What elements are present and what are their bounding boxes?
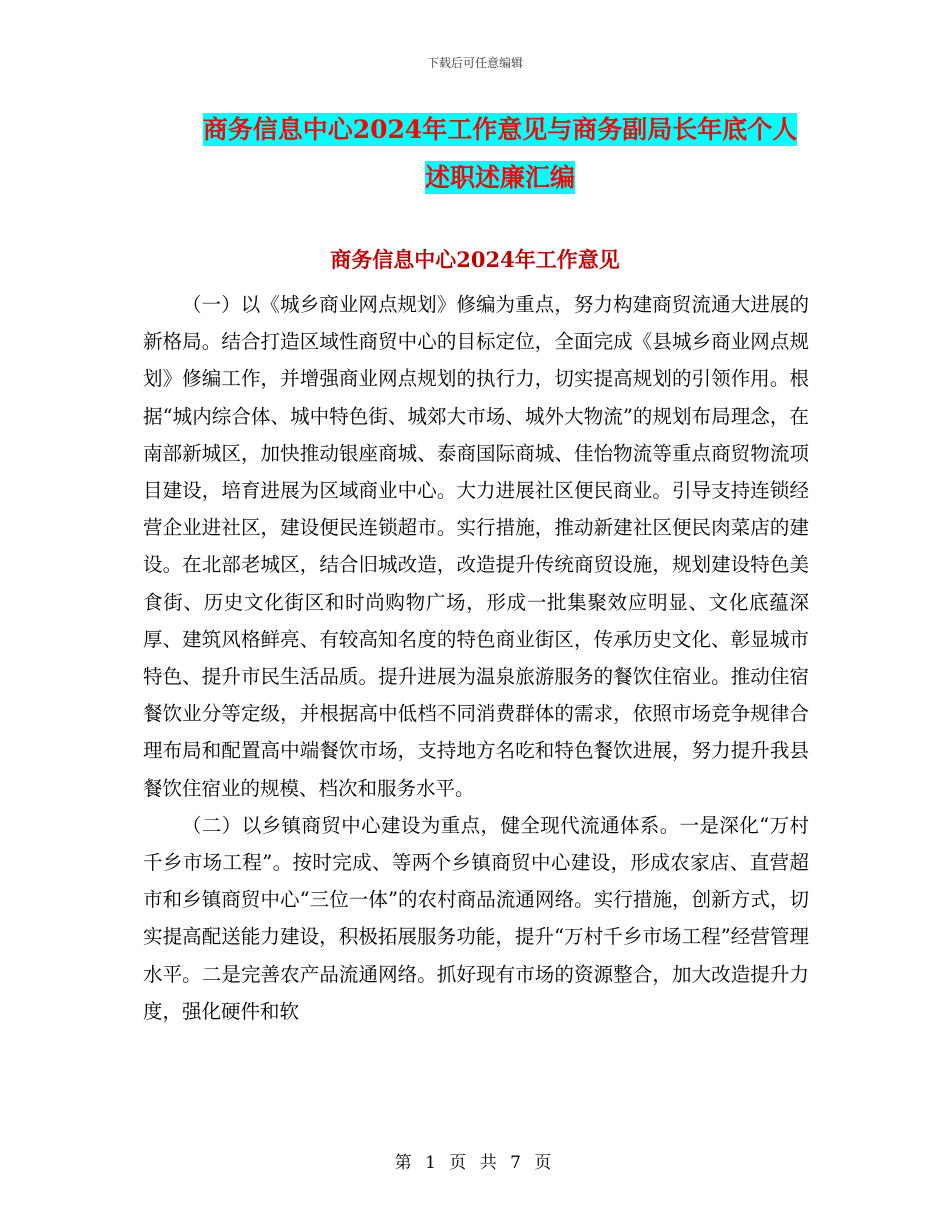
paragraph-2: （二）以乡镇商贸中心建设为重点，健全现代流通体系。一是深化“万村千乡市场工程”。按时完成、等两个乡镇商贸中心建设，形成农家店、直营超市和乡镇商贸中心“三位一体”的农村商品流通网络。实行措施，创新方式，切实提高配送能力建设，积极拓展服务功能，提升“万村千乡市场工程”经营管理水平。二是完善农产品流通网络。抓好现有市场的资源整合，加大改造提升力度，强化硬件和软 [143,813,809,1023]
body-text [143,286,809,1030]
section-title: 商务信息中心2024年工作意见 [330,247,620,272]
title-line-1: 商务信息中心2024年工作意见与商务副局长年底个人 [202,115,798,144]
title-line-2: 述职述廉汇编 [424,163,575,192]
page-footer: 第 1 页 共 7 页 [394,1153,556,1173]
paragraph-1: （一）以《城乡商业网点规划》修编为重点，努力构建商贸流通大进展的新格局。结合打造区域性商贸中心的目标定位，全面完成《县城乡商业网点规划》修编工作，并增强商业网点规划的执行力，切实提高规划的引领作用。根据“城内综合体、城中特色街、城郊大市场、城外大物流”的规划布局理念，在南部新城区，加快推动银座商城、泰商国际商城、佳怡物流等重点商贸物流项目建设，培育进展为区域商业中心。大力进展社区便民商业。引导支持连锁经营企业进社区，建设便民连锁超市。实行措施，推动新建社区便民肉菜店的建设。在北部老城区，结合旧城改造，改造提升传统商贸设施，规划建设特色美食街、历史文化街区和时尚购物广场，形成一批集聚效应明显、文化底蕴深厚、建筑风格鲜亮、有较高知名度的特色商业街区，传承历史文化、彰显城市特色、提升市民生活品质。提升进展为温泉旅游服务的餐饮住宿业。推动住宿餐饮业分等定级，并根据高中低档不同消费群体的需求，依照市场竞争规律合理布局和配置高中端餐饮市场，支持地方名吃和特色餐饮进展，努力提升我县餐饮住宿业的规模、档次和服务水平。 [143,293,809,800]
header-note: 下载后可任意编辑 [426,56,523,70]
document-title [130,106,870,202]
